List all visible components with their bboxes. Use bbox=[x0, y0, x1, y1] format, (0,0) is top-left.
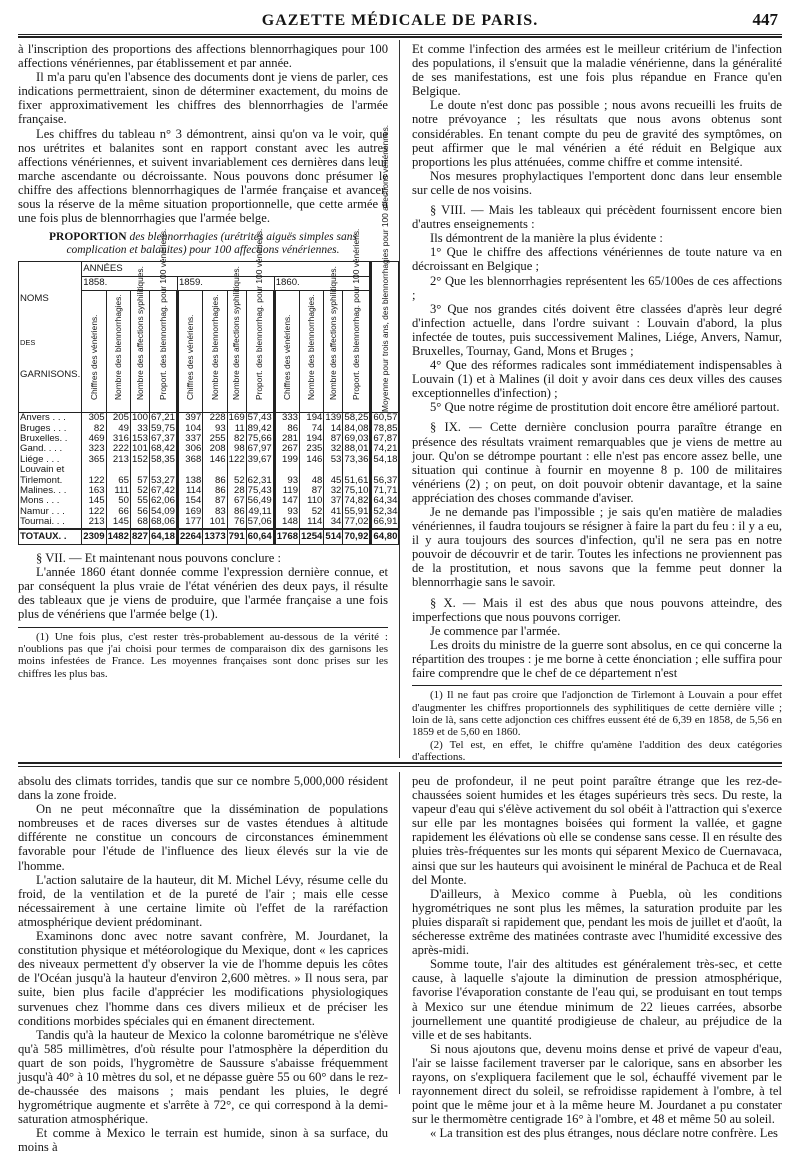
table-cell: 28 bbox=[227, 486, 246, 496]
table-cell: 169 bbox=[228, 412, 245, 424]
table-cell: 77,02 bbox=[343, 517, 371, 528]
table-cell: 66,91 bbox=[371, 517, 399, 528]
paragraph: Les droits du ministre de la guerre sont absolus, en ce qui concerne la répartition des troupes : je me borne à cette énonciation ; elle suffira pour faire comprendre que le chef de ce département n'est bbox=[412, 637, 782, 681]
table-cell: 306 bbox=[177, 444, 202, 454]
table-cell: 104 bbox=[177, 424, 202, 434]
table-cell: 78,85 bbox=[371, 424, 399, 434]
table-cell: 101 bbox=[203, 517, 227, 528]
paragraph: « La transition est des plus étranges, nous déclare notre confrère. Les bbox=[430, 1126, 778, 1141]
table-cell: 138 bbox=[177, 476, 202, 486]
table-cell: 58,25 bbox=[343, 413, 371, 424]
table-cell: 1373 bbox=[203, 529, 227, 545]
section-heading: § IX. — Cette dernière conclusion pourra paraître étrange en présence des résultats vraiment remarquables que je viens de mettre au jour. Qu'on se détrompe pourtant : elle n'est pas encore assez belle, une situation qui continue à fournir en moyenne 8 p. 100 de militaires vénériens (2) ; on peut, on doit pouvoir obtenir davantage, et la saine appréciation des choses commande d'aviser. bbox=[412, 420, 782, 505]
table-cell: 93 bbox=[274, 507, 299, 517]
column-header bbox=[203, 290, 227, 412]
table-cell: 791 bbox=[227, 529, 246, 545]
table-row bbox=[19, 413, 399, 424]
table-cell: 87 bbox=[300, 486, 324, 496]
table-cell: 54,18 bbox=[371, 455, 399, 465]
table-cell: 88,01 bbox=[343, 444, 371, 454]
paragraph: Le doute n'est donc pas possible ; nous avons recueilli les fruits de notre prévoyance ; les résultats que nous avons obtenus sont considérables. En tenant compte du peu de gravité des symptômes, on peut affirmer que le mal vénérien a été réduit en Belgique aux proportions les plus atténuées, comme chiffre et comme intensité. bbox=[412, 98, 782, 169]
column-header bbox=[106, 290, 130, 412]
column-header bbox=[130, 265, 149, 412]
table-row bbox=[19, 476, 399, 486]
section-rule bbox=[18, 766, 782, 767]
table-cell: 114 bbox=[177, 486, 202, 496]
table-cell: 68 bbox=[130, 517, 149, 528]
paragraph: Il m'a paru qu'en l'absence des documents dont je viens de parler, ces indications permettraient, sinon de déterminer exactement, du moins de fixer approximativement les chiffres des blennorrhagies de l'armée française. bbox=[18, 70, 388, 127]
column-header bbox=[300, 290, 324, 412]
table-row bbox=[19, 507, 399, 517]
table-cell: 89,42 bbox=[246, 424, 274, 434]
table-cell: 56,37 bbox=[371, 476, 399, 486]
table-cell: 514 bbox=[324, 529, 343, 545]
paragraph: Si nous ajoutons que, devenu moins dense et privé de vapeur d'eau, l'air se laisse facilement traverser par le calorique, sans en absorber les rayons, on s'expliquera facilement que le sol, échauffé vivement par le rayonnement direct du soleil, se refroidisse rapidement à l'ombre, à tel point que le même jour et à la même heure M. Jourdanet a pu constater sur le thermomètre centigrade 16° à l'ombre, et 48 et même 50 au soleil. bbox=[412, 1041, 782, 1127]
year-header: 1859. bbox=[177, 276, 274, 290]
table-cell: 56 bbox=[130, 507, 149, 517]
footnote: (2) Tel est, en effet, le chiffre qu'amène l'addition des deux catégories d'affections. bbox=[412, 738, 782, 764]
table-cell: 57,43 bbox=[246, 413, 274, 424]
year-header: 1858. bbox=[82, 276, 178, 290]
table-cell: 37 bbox=[324, 496, 343, 506]
column-header bbox=[246, 228, 274, 412]
average-header-label: Moyenne pour trois ans, des blennorrhagies pour 100 affections vénériennes. bbox=[380, 125, 391, 413]
table-cell: 75,43 bbox=[246, 486, 274, 496]
table-cell: 67,87 bbox=[371, 434, 399, 444]
table-cell: 281 bbox=[274, 434, 299, 444]
table-cell: 145 bbox=[106, 517, 130, 528]
paragraph: § VII. — Et maintenant nous pouvons conclure : bbox=[36, 551, 281, 566]
table-cell: 74 bbox=[300, 424, 324, 434]
table-cell: 58,35 bbox=[149, 455, 177, 465]
table-cell: 51,61 bbox=[343, 476, 371, 486]
table-cell: 122 bbox=[82, 476, 106, 486]
table-cell: 87 bbox=[203, 496, 227, 506]
table-cell: 1254 bbox=[300, 529, 324, 545]
garrison-name: Gand. . . . bbox=[19, 444, 82, 454]
table-cell: 52 bbox=[130, 486, 149, 496]
table-cell: 397 bbox=[177, 413, 202, 424]
list-item: 3° Que nos grandes cités doivent être classées d'après leur degré d'infection actuelle, dans l'ordre suivant : Louvain d'abord, la plus infectée de toutes, puis successivement Malines, Liége, Anvers, Namur, Bruxelles, Tournay, Gand, Mons et Bruges ; bbox=[412, 301, 782, 358]
table-cell: 62,31 bbox=[246, 476, 274, 486]
table-cell: 32 bbox=[324, 486, 343, 496]
table-cell: 69,03 bbox=[343, 434, 371, 444]
column-divider-bottom bbox=[399, 772, 400, 1094]
table-cell: 228 bbox=[203, 413, 227, 424]
table-cell: 337 bbox=[177, 434, 202, 444]
table-cell: 333 bbox=[274, 413, 299, 424]
column-header bbox=[82, 290, 106, 412]
table-row bbox=[19, 455, 399, 465]
column-header-label: Nombre des affections syphilitiques. bbox=[231, 265, 242, 400]
left-column-top bbox=[18, 42, 398, 680]
footnote: (1) Une fois plus, c'est rester très-probablement au-dessous de la vérité : n'oublions pas que j'ai choisi pour termes de comparaison dix des garnisons les moins infestées de France. Les moyennes françaises sont donc prises sur les chiffres les plus bas. bbox=[18, 630, 388, 680]
table-cell: 119 bbox=[274, 486, 299, 496]
column-header-label: Nombre des affections syphilitiques. bbox=[328, 265, 339, 400]
table-cell: 194 bbox=[300, 413, 324, 424]
table-cell: 122 bbox=[82, 507, 106, 517]
column-header bbox=[274, 290, 299, 412]
table-cell: 76 bbox=[227, 517, 246, 528]
column-header bbox=[177, 290, 202, 412]
paragraph: L'année 1860 étant donnée comme l'expression dernière connue, et par conséquent la plus vraie de l'état vénérien des deux pays, il résulte des tableaux que je viens de produire, que l'armée française a une fois plus de vénériens que l'armée belge (1). bbox=[18, 565, 388, 622]
table-cell: 62,06 bbox=[149, 496, 177, 506]
table-cell: 147 bbox=[274, 496, 299, 506]
table-cell: 323 bbox=[82, 444, 106, 454]
column-header-label: Nombre des blennorrhagies. bbox=[112, 293, 123, 400]
footnote-rule bbox=[412, 685, 782, 686]
table-cell: 84,08 bbox=[343, 424, 371, 434]
table-cell: 52 bbox=[300, 507, 324, 517]
table-cell: 74,82 bbox=[343, 496, 371, 506]
table-cell: 59,75 bbox=[149, 424, 177, 434]
column-header bbox=[149, 228, 177, 412]
paragraph: Somme toute, l'air des altitudes est généralement très-sec, et cette cause, à laquelle s'ajoute la diminution de pression atmosphérique, favorise l'évaporation constante de l'eau qui, se produisant en tout temps à Mexico sur une étendue minimum de 22 lieues carrées, absorbe journellement une quantité prodigieuse de chaleur, au préjudice de la ville et de ses habitants. bbox=[412, 957, 782, 1042]
table-cell: 52 bbox=[227, 476, 246, 486]
table-cell: 2264 bbox=[177, 529, 202, 545]
paragraph: Examinons donc avec notre savant confrère, M. Jourdanet, la constitution physique et météorologique du Mexique, dont « les caprices des niveaux permettent d'y observer la vie de l'homme depuis les côtes de l'Océan jusqu'à la hauteur d'environ 2,600 mètres. » Il nous sera, par suite, bien plus facile d'apprécier les modifications physiologiques survenues chez l'homme dans ces divers milieux et de préciser les conditions morbides spéciales qui en émanent directement. bbox=[18, 929, 388, 1028]
paragraph: L'action salutaire de la hauteur, dit M. Michel Lévy, résume celle du froid, de la ventilation et de la pureté de l'air ; mais elle cesse nécessairement à une certaine limite où l'effet de la raréfaction atmosphérique devient prédominant. bbox=[18, 872, 388, 929]
table-cell: 152 bbox=[131, 453, 148, 465]
header-rule bbox=[18, 34, 782, 35]
garrison-name: Liége . . . bbox=[19, 455, 82, 465]
table-cell: 48 bbox=[300, 476, 324, 486]
table-cell: 163 bbox=[82, 486, 106, 496]
table-cell: 83 bbox=[203, 507, 227, 517]
page-number: 447 bbox=[752, 10, 778, 29]
paragraph: Nos mesures prophylactiques l'emportent donc dans leur ensemble sur celle de nos voisins. bbox=[412, 168, 782, 197]
table-cell: 60,57 bbox=[371, 413, 399, 424]
year-header: 1860. bbox=[274, 276, 371, 290]
table-cell: 2309 bbox=[82, 529, 106, 545]
table-row bbox=[19, 496, 399, 506]
table-cell: 100 bbox=[131, 412, 148, 424]
table-cell: 205 bbox=[106, 413, 130, 424]
column-header-label: Proport. des blennorrhag. pour 100 vénériens. bbox=[351, 228, 362, 400]
column-header-label: Chiffres des vénériens. bbox=[282, 314, 293, 400]
column-header-label: Nombre des blennorrhagies. bbox=[306, 293, 317, 400]
footnote-rule bbox=[18, 627, 388, 628]
paragraph: à l'inscription des proportions des affections blennorrhagiques pour 100 affections vénériennes, par établissement et par année. bbox=[18, 42, 388, 71]
table-cell: 45 bbox=[324, 476, 343, 486]
paragraph: peu de profondeur, il ne peut point paraître étrange que les rez-de-chaussées soient humides et les étages supérieurs très secs. Du reste, la vapeur d'eau qui s'élève activement du sol obéit à l'attraction qui s'exerce sur elle par les montagnes boisées qui forment la vallée, et gagne rapidement les élévations où elle se condense sans cesse. Il en résulte des pluies très-fréquentes sur les monts qui séparent Mexico de Cuernavaca, ainsi que sur les hauteurs qui avoisinent le minéral de Pachuca et de Real del Monte. bbox=[412, 774, 782, 887]
column-header bbox=[343, 228, 371, 412]
column-header bbox=[227, 265, 246, 412]
table-cell: 56,49 bbox=[246, 496, 274, 506]
right-column-top bbox=[412, 42, 782, 764]
table-cell: 60,64 bbox=[246, 529, 274, 545]
totals-row bbox=[19, 529, 399, 545]
table-cell: 70,92 bbox=[343, 529, 371, 545]
table-cell: 54,09 bbox=[149, 507, 177, 517]
table-cell: 101 bbox=[131, 443, 148, 455]
garrison-name: Bruxelles. . bbox=[19, 434, 82, 444]
list-item: 5° Que notre régime de prostitution doit encore être amélioré partout. bbox=[430, 400, 780, 415]
page-header bbox=[18, 10, 782, 38]
table-cell: 267 bbox=[274, 444, 299, 454]
table-row bbox=[19, 444, 399, 454]
paragraph: Ils démontrent de la manière la plus évidente : bbox=[430, 231, 663, 246]
column-header-label: Nombre des blennorrhagies. bbox=[209, 293, 220, 400]
table-cell: 68,42 bbox=[149, 444, 177, 454]
table-cell: 74,21 bbox=[371, 444, 399, 454]
paragraph: Je ne demande pas l'impossible ; je sais qu'en matière de maladies vénériennes, il faudra toujours se résigner à faire la part du feu : il y a eu, il y aura toujours des sources d'infection, qu'il ne sera pas en notre pouvoir de découvrir et de tarir. Toutes les infections ne proviennent pas de la prostitution, et nous savons que la femme peut donner la blennorrhagie sans le savoir. bbox=[412, 505, 782, 590]
table-cell: 86 bbox=[203, 476, 227, 486]
garnisons-label: GARNISONS. bbox=[20, 369, 81, 381]
paragraph: Tandis qu'à la hauteur de Mexico la colonne barométrique ne s'élève qu'à 585 millimètres, d'où résulte pour l'atmosphère la déperdition du quart de son poids, l'hygromètre de Saussure s'abaisse fréquemment jusqu'à 40° à 10 mètres du sol, et ne dépasse guère 55 ou 60° dans le rez-de-chaussée des maisons ; mais pendant les pluies, le degré hygrométrique augmente et s'arrête à 72°, ce qui correspond à la demi-saturation atmosphérique. bbox=[18, 1027, 388, 1127]
paragraph: On ne peut méconnaître que la dissémination de populations nombreuses et de races diverses sur de vastes étendues à altitude différente ne constitue un concours de circonstances éminemment favorable pour l'étude de l'influence des lieux élevés sur la vie de l'homme. bbox=[18, 802, 388, 873]
table-cell: 148 bbox=[274, 517, 299, 528]
table-cell: 93 bbox=[274, 476, 299, 486]
table-row bbox=[19, 434, 399, 444]
table-cell: 213 bbox=[82, 517, 106, 528]
right-column-bottom bbox=[412, 774, 782, 1140]
table-row bbox=[19, 465, 399, 475]
table-cell: 75,10 bbox=[343, 486, 371, 496]
table-cell: 52,34 bbox=[371, 507, 399, 517]
table-cell: 64,34 bbox=[371, 496, 399, 506]
table-cell: 146 bbox=[300, 455, 324, 465]
table-cell: 82 bbox=[82, 424, 106, 434]
garrison-name: Anvers . . . bbox=[19, 413, 82, 424]
table-cell: 827 bbox=[130, 529, 149, 545]
section-heading: § VIII. — Mais les tableaux qui précèdent fournissent encore bien d'autres enseignements : bbox=[412, 203, 782, 232]
table-cell: 146 bbox=[203, 455, 227, 465]
table-cell: 64,80 bbox=[371, 529, 399, 545]
column-header-label: Chiffres des vénériens. bbox=[185, 314, 196, 400]
table-cell: 11 bbox=[227, 424, 246, 434]
paragraph: absolu des climats torrides, tandis que sur ce nombre 5,000,000 résident dans la zone froide. bbox=[18, 774, 388, 803]
table-cell: 153 bbox=[131, 433, 148, 445]
table-cell: 1482 bbox=[106, 529, 130, 545]
years-header: ANNÉES bbox=[82, 262, 371, 276]
paragraph: Je commence par l'armée. bbox=[430, 623, 561, 638]
table-cell: 67,37 bbox=[149, 434, 177, 444]
table-cell: 177 bbox=[177, 517, 202, 528]
paragraph: D'ailleurs, à Mexico comme à Puebla, où les conditions hygrométriques ne sont plus les mêmes, la saturation produite par les pluies disparaît si rapidement que, pendant les mois de juillet et d'août, la sécheresse extrême des matinées contraste avec l'humidité excessive des après-midi. bbox=[412, 886, 782, 958]
table-cell: 169 bbox=[177, 507, 202, 517]
running-title: GAZETTE MÉDICALE DE PARIS. bbox=[261, 12, 539, 29]
table-cell: 50 bbox=[106, 496, 130, 506]
table-cell: 49 bbox=[106, 424, 130, 434]
table-cell: 65 bbox=[106, 476, 130, 486]
left-column-bottom bbox=[18, 774, 388, 1155]
table-cell: 39,67 bbox=[246, 455, 274, 465]
list-item: 1° Que le chiffre des affections vénériennes de toute nature va en décroissant en Belgique ; bbox=[412, 245, 782, 274]
table-cell: 86 bbox=[203, 486, 227, 496]
table-cell: 255 bbox=[203, 434, 227, 444]
table-cell: 71,71 bbox=[371, 486, 399, 496]
table-cell: 194 bbox=[300, 434, 324, 444]
list-item: 2° Que les blennorrhagies représentent les 65/100es de ces affections ; bbox=[412, 273, 782, 302]
table-cell: 316 bbox=[106, 434, 130, 444]
table-cell: 34 bbox=[324, 517, 343, 528]
noms-label: NOMS bbox=[20, 292, 49, 304]
garrison-name: Bruges . . . bbox=[19, 424, 82, 434]
table-cell: 213 bbox=[106, 455, 130, 465]
table-cell: 368 bbox=[177, 455, 202, 465]
table-cell: 14 bbox=[324, 424, 343, 434]
table-cell: 145 bbox=[82, 496, 106, 506]
table-row bbox=[19, 424, 399, 434]
table-cell: 110 bbox=[300, 496, 324, 506]
garrison-name: Louvain et bbox=[19, 465, 82, 475]
paragraph: Les chiffres du tableau n° 3 démontrent, ainsi qu'on va le voir, que nos urétrites et balanites sont en rapport constant avec les autres affections vénériennes, et suivent invariablement ces dernières dans leur marche ascendante ou décroissante. Nous pouvons donc présumer le chiffre des affections blennorrhagiques de l'armée française et avancer, sous la réserve de la même situation proportionnelle, que cette armée a une fois plus de blennorrhagies que l'armée belge. bbox=[18, 126, 388, 226]
table-cell: 73,36 bbox=[343, 455, 371, 465]
table-cell: 67,42 bbox=[149, 486, 177, 496]
table-cell: 139 bbox=[325, 412, 342, 424]
table-cell: 57 bbox=[130, 476, 149, 486]
table-cell: 469 bbox=[82, 434, 106, 444]
footnote: (1) Il ne faut pas croire que l'adjonction de Tirlemont à Louvain a pour effet d'augmenter les chiffres proportionnels des syphilitiques de cette dernière ville ; loin de là, sans cette adjonction ces chiffres eussent été de 6,39 en 1858, de 5,56 en 1859 et de 5,60 en 1860. bbox=[412, 689, 782, 739]
garrison-header-cell bbox=[19, 262, 82, 413]
column-header-label: Chiffres des vénériens. bbox=[88, 314, 99, 400]
section-heading: § X. — Mais il est des abus que nous pouvons atteindre, des imperfections que nous pouvons corriger. bbox=[412, 595, 782, 624]
table-cell: 222 bbox=[106, 444, 130, 454]
garrison-name: Tournai. . . bbox=[19, 517, 82, 528]
section-rule bbox=[18, 762, 782, 764]
average-header bbox=[371, 125, 399, 413]
list-item: 4° Que des réformes radicales sont immédiatement indispensables à Louvain (1) et à Malines (il doit y avoir dans ces deux villes des causes exceptionnelles d'infection) ; bbox=[412, 358, 782, 401]
table-cell: 55 bbox=[130, 496, 149, 506]
table-cell: 82 bbox=[227, 434, 246, 444]
table-cell: 67 bbox=[227, 496, 246, 506]
table-row bbox=[19, 486, 399, 496]
table-cell: 33 bbox=[130, 424, 149, 434]
table-cell: 114 bbox=[300, 517, 324, 528]
garrison-name: Tirlemont. bbox=[19, 476, 82, 486]
table-cell: 49,11 bbox=[246, 507, 274, 517]
table-cell: 93 bbox=[203, 424, 227, 434]
table-cell: 235 bbox=[300, 444, 324, 454]
table-cell: 68,06 bbox=[149, 517, 177, 528]
table-row bbox=[19, 517, 399, 528]
table-cell: 53 bbox=[324, 455, 343, 465]
table-cell: 111 bbox=[106, 486, 130, 496]
garrison-name: Malines. . . bbox=[19, 486, 82, 496]
table-cell: 53,27 bbox=[149, 476, 177, 486]
table-cell: 122 bbox=[228, 453, 245, 465]
table-cell: 86 bbox=[274, 424, 299, 434]
table-cell: 66 bbox=[106, 507, 130, 517]
table-cell: 67,21 bbox=[149, 413, 177, 424]
table-cell: 208 bbox=[203, 444, 227, 454]
table-cell: 64,18 bbox=[149, 529, 177, 545]
table-cell: 1768 bbox=[274, 529, 299, 545]
table-body bbox=[19, 413, 399, 545]
table-cell: 32 bbox=[324, 444, 343, 454]
column-header bbox=[324, 265, 343, 412]
table-cell: 67,97 bbox=[246, 444, 274, 454]
paragraph: Et comme à Mexico le terrain est humide, sinon à sa surface, du moins à bbox=[18, 1126, 388, 1155]
table-cell: 55,91 bbox=[343, 507, 371, 517]
table-cell: 57,06 bbox=[246, 517, 274, 528]
table-cell: 365 bbox=[82, 455, 106, 465]
table-cell: 154 bbox=[177, 496, 202, 506]
table-cell: 199 bbox=[274, 455, 299, 465]
garrison-name: TOTAUX. . bbox=[19, 529, 82, 545]
table-cell: 86 bbox=[227, 507, 246, 517]
column-header-label: Proport. des blennorrhag. pour 100 vénériens. bbox=[157, 228, 168, 400]
table-cell: 75,66 bbox=[246, 434, 274, 444]
table-cell: 98 bbox=[227, 444, 246, 454]
column-header-label: Proport. des blennorrhag. pour 100 vénériens. bbox=[254, 228, 265, 400]
table-cell: 87 bbox=[324, 434, 343, 444]
table-title-text: des blennorrhagies (urétrites aiguës simples sans complication et balanites) pour 100 affections vénériennes. bbox=[66, 231, 357, 257]
garrison-name: Namur . . . bbox=[19, 507, 82, 517]
column-header-label: Nombre des affections syphilitiques. bbox=[134, 265, 145, 400]
table-cell: 305 bbox=[82, 413, 106, 424]
table-cell: 41 bbox=[324, 507, 343, 517]
table-title-caps: PROPORTION bbox=[49, 231, 127, 244]
des-label: DES bbox=[20, 338, 36, 348]
paragraph: Et comme l'infection des armées est le meilleur critérium de l'infection des populations, il s'ensuit que la maladie vénérienne, dans la généralité de ses manifestations, est une fois plus répandue en France qu'en Belgique. bbox=[412, 42, 782, 99]
table-title bbox=[18, 231, 388, 257]
garrison-name: Mons . . . bbox=[19, 496, 82, 506]
